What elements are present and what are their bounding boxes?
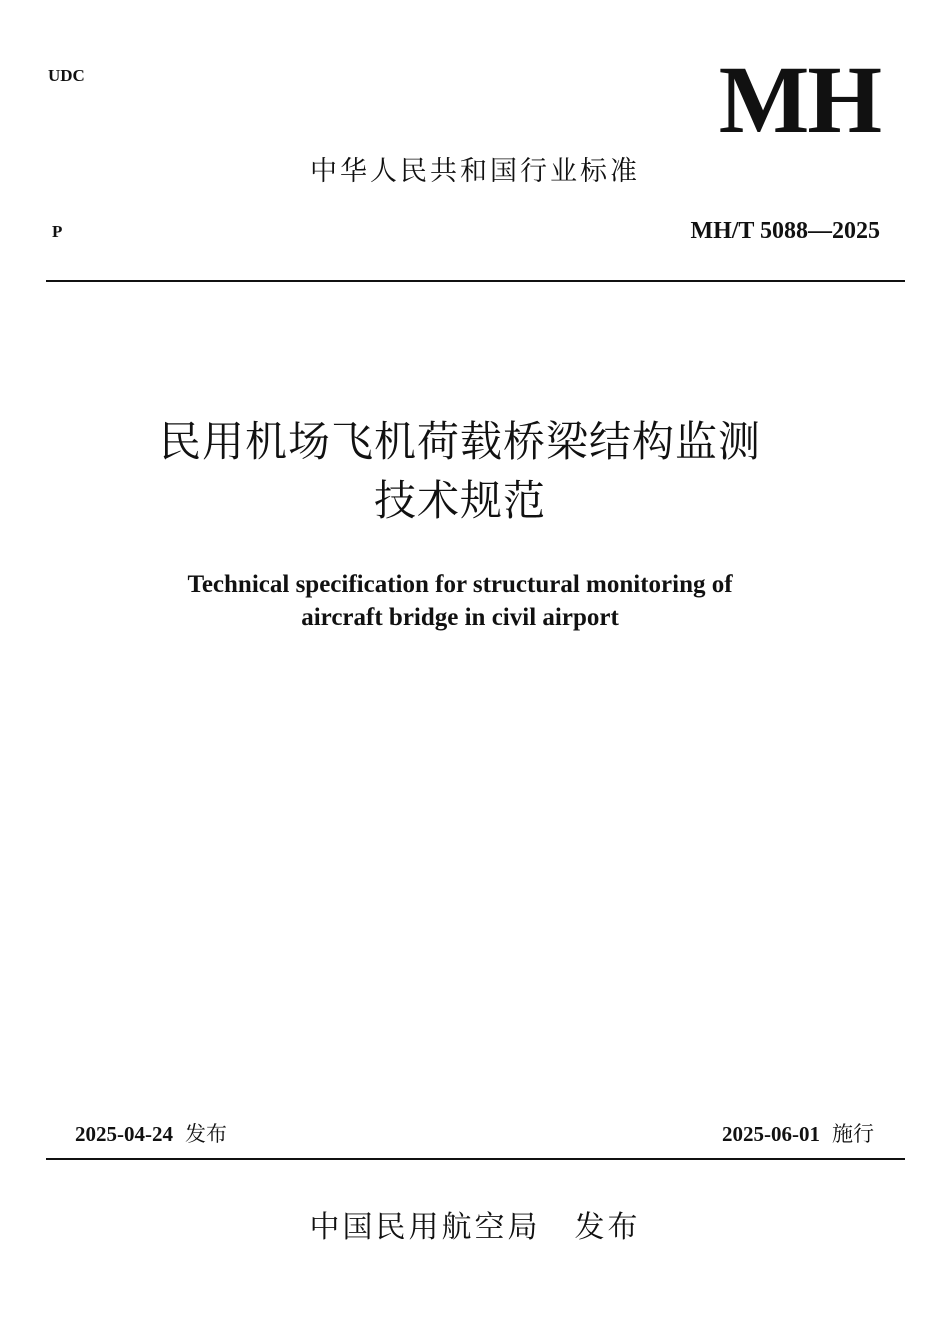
title-en-line1: Technical specification for structural monitoring of: [187, 571, 733, 598]
top-divider: [46, 280, 905, 282]
title-cn-line2: 技术规范: [373, 476, 546, 525]
issue-date-block: [75, 1120, 227, 1148]
mh-logo: MH: [718, 46, 880, 153]
publish-label: 发布: [574, 1210, 641, 1245]
title-cn-line1: 民用机场飞机荷载桥梁结构监测: [158, 417, 761, 466]
impl-date-block: [722, 1120, 874, 1148]
issue-label: 发布: [185, 1122, 227, 1146]
impl-label: 施行: [832, 1122, 874, 1146]
impl-date: 2025-06-01: [722, 1122, 820, 1146]
issue-date: 2025-04-24: [75, 1122, 173, 1146]
classification-code: P: [52, 222, 63, 241]
bottom-divider: [46, 1158, 905, 1160]
standard-number: MH/T 5088—2025: [690, 218, 880, 244]
publisher-line: [0, 1208, 950, 1248]
standard-type: 中华人民共和国行业标准: [310, 156, 640, 187]
publisher-name: 中国民用航空局: [309, 1210, 541, 1245]
title-en-line2: aircraft bridge in civil airport: [301, 604, 619, 631]
udc-label: UDC: [48, 66, 85, 85]
